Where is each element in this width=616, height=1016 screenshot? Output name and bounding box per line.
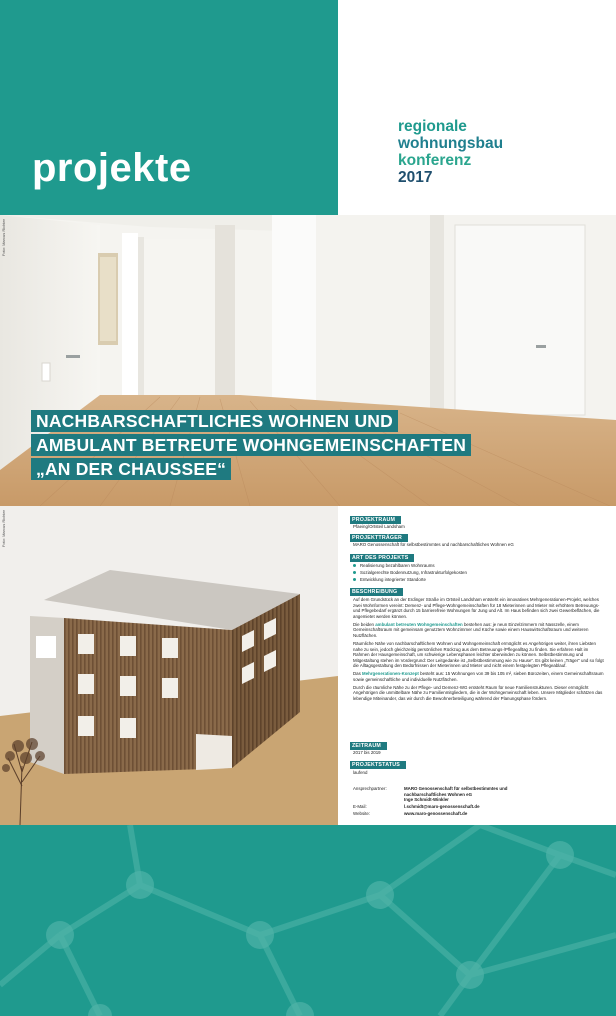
contact-email-label: E-Mail: (353, 804, 367, 809)
beschreibung-paragraph: Auf dem Grundstück an der Erdinger Straße im Ortsteil Landsham entsteht ein innovatives Mehrgenerationen-Projekt, welches zwei Wohnformen vereint: Demenz- und Pflege-Wohngemeinschaften für 18 Mieterinnen und Mieter mit erhöhtem Betreuungs- und Pflegebedarf ergänzt durch 15 barrierefreie Wohnungen für Jung und Alt. Im Haus befinden sich zwei Gewerbeflächen, die angemietet werden können. (353, 597, 600, 619)
contact-website[interactable]: www.maro-genossenschaft.de (404, 811, 468, 816)
conference-name: regionale wohnungsbau konferenz 2017 (398, 118, 504, 186)
beschreibung-paragraph: Das Mehrgenerationen-Konzept besteht aus: 15 Wohnungen von 39 bis 105 m², sieben Bürozeiten, einem Gemeinschaftsraum sowie gemeinschaftliche und individuelle Nutzflächen. (353, 671, 604, 682)
header-logo-block (338, 0, 616, 215)
projektraum-label: PROJEKTRAUM (350, 516, 401, 524)
hallway-photo (0, 215, 616, 506)
zeitraum-label: ZEITRAUM (350, 742, 387, 750)
photo-credit-bottom: Foto: Marcus Richter (1, 510, 6, 548)
art-item: Entwicklung integrierter Standorte (353, 577, 426, 582)
projektraum-value: Pfaeing/Ortsteil Landsham (353, 524, 405, 529)
zeitraum-value: 2017 bis 2019 (353, 750, 381, 755)
project-title-line-1: NACHBARSCHAFTLICHES WOHNEN UND (31, 410, 398, 432)
project-info-panel (338, 506, 616, 825)
projekttraeger-value: MARO Genossenschaft für selbstbestimmtes und nachbarschaftliches Wohnen eG (353, 542, 514, 547)
photo-credit-top: Foto: Marcus Richter (1, 219, 6, 257)
beschreibung-label: BESCHREIBUNG (350, 588, 403, 596)
art-item: Realisierung bezahlbaren Wohnraums (353, 563, 435, 568)
projekttraeger-label: PROJEKTTRÄGER (350, 534, 408, 542)
header-teal-block (0, 0, 338, 215)
art-item: Sozialgerechte Bodennutzung, Infrastrukturfolgekosten (353, 570, 467, 575)
contact-partner: MARO Genossenschaft für selbstbestimmtes und nachbarschaftliches Wohnen eG Inge Schmidt-Winkler (404, 786, 508, 803)
section-title: projekte (32, 146, 192, 190)
beschreibung-paragraph: Die beiden ambulant betreuten Wohngemeinschaften bestehen aus: je neun Einzelzimmern mit Nasszelle, einem Gemeinschaftsraum mit gemeinsam genutztem Wohnzimmer und Küche sowie einem Hauswirtschaftsraum und weiteren Nutzflächen. (353, 621, 589, 638)
contact-email[interactable]: l.schmidt@maro-genossenschaft.de (404, 804, 480, 809)
building-model-photo (0, 506, 338, 825)
beschreibung-paragraph: Durch die räumliche Nähe zu der Pflege- und Demenz-WG entsteht Raum für neue Familienstrukturen. Dieser ermöglicht Angehörigen die unmittelbare Nähe zu Familienmitgliedern, die in der Wohngemeinschaft leben. Unsere Mitglieder schätzen das lebendige Miteinander, das wir durch die Bewohnerbeteiligung während der Planungsphase fördern. (353, 684, 603, 702)
status-label: PROJEKTSTATUS (350, 761, 406, 769)
project-title-line-2: AMBULANT BETREUTE WOHNGEMEINSCHAFTEN (31, 434, 471, 456)
art-label: ART DES PROJEKTS (350, 554, 414, 562)
footer-network-pattern (0, 825, 616, 1016)
contact-web-label: Website: (353, 811, 371, 816)
status-value: laufend (353, 770, 368, 775)
network-pattern-icon (0, 825, 616, 1016)
project-title-line-3: „AN DER CHAUSSEE“ (31, 458, 231, 480)
contact-partner-label: Ansprechpartner: (353, 786, 387, 791)
beschreibung-paragraph: Räumliche Nähe von nachbarschaftlichem Wohnen und Wohngemeinschaft ermöglicht es Angehörigen weiter, ihren Liebsten nahe zu sein, jedoch gleichzeitig persönlichen Rückzug aus dem Betreuungs-/Pflegealltag zu finden. Sie erfahren Halt im Rahmen der Hausgemeinschaft, um schwierige Lebensphasen leichter überwinden zu können. Selbstbestimmung und Mitgestaltung stehen im Vordergrund: Der Leitgedanke ist „Selbstbestimmung wie zu Hause“. Es gibt keinen „Träger“ und so folgt die Alltagsgestaltung den Bedürfnissen der Mieterinnen und Mieter und nicht einem festgelegten Pflegeablauf. (353, 640, 604, 669)
beschreibung-text (353, 597, 605, 704)
